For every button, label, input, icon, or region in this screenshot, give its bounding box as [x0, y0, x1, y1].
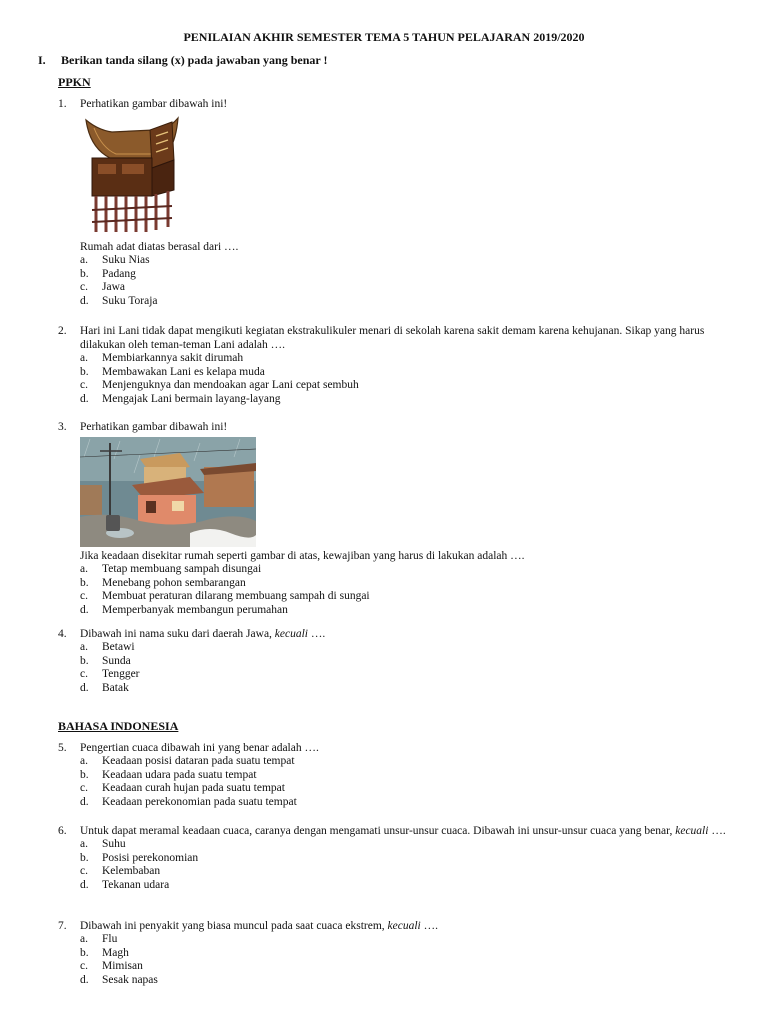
question-number: 1.: [58, 98, 67, 110]
toraja-house-image: [80, 114, 180, 238]
section-ppkn: PPKN: [58, 75, 91, 89]
option-c[interactable]: c. Mimisan: [80, 960, 143, 973]
question-number: 4.: [58, 628, 67, 640]
question-number: 3.: [58, 421, 67, 433]
question-text: Hari ini Lani tidak dapat mengikuti kegiatan ekstrakulikuler menari di sekolah karena sakit demam karena kehujanan. Sikap yang harus dilakukan oleh teman-teman Lani adalah ….: [80, 325, 705, 351]
flood-village-image: [80, 437, 256, 547]
option-c[interactable]: c. Tengger: [80, 668, 140, 681]
option-a[interactable]: a. Suku Nias: [80, 254, 150, 266]
question-number: 5.: [58, 742, 67, 754]
options-list: [80, 563, 738, 618]
instruction-text: Berikan tanda silang (x) pada jawaban yang benar !: [61, 53, 328, 67]
option-c[interactable]: c. Menjenguknya dan mendoakan agar Lani cepat sembuh: [80, 379, 359, 392]
option-b[interactable]: b. Magh: [80, 946, 129, 959]
question-followup: Rumah adat diatas berasal dari ….: [80, 241, 239, 253]
option-b[interactable]: b. Padang: [80, 267, 136, 280]
option-c[interactable]: c. Jawa: [80, 281, 125, 294]
option-a[interactable]: a. Membiarkannya sakit dirumah: [80, 352, 244, 364]
option-a[interactable]: a. Tetap membuang sampah disungai: [80, 563, 262, 575]
question-5: [58, 741, 738, 810]
option-b[interactable]: b. Menebang pohon sembarangan: [80, 576, 246, 589]
question-text: Pengertian cuaca dibawah ini yang benar adalah ….: [80, 742, 319, 754]
options-list: [80, 933, 738, 988]
question-2: [58, 324, 738, 407]
option-a[interactable]: a. Betawi: [80, 641, 135, 653]
option-d[interactable]: d. Batak: [80, 682, 129, 695]
option-d[interactable]: d. Sesak napas: [80, 974, 158, 987]
options-list: [80, 352, 738, 407]
question-number: 7.: [58, 920, 67, 932]
option-a[interactable]: a. Flu: [80, 933, 118, 945]
option-d[interactable]: d. Memperbanyak membangun perumahan: [80, 604, 288, 617]
options-list: [80, 254, 738, 309]
question-3: [58, 420, 738, 618]
option-c[interactable]: c. Kelembaban: [80, 865, 161, 878]
section-bahasa-indonesia: BAHASA INDONESIA: [58, 719, 179, 733]
option-b[interactable]: b. Sunda: [80, 654, 131, 667]
question-followup: Jika keadaan disekitar rumah seperti gambar di atas, kewajiban yang harus di lakukan adalah ….: [80, 550, 525, 562]
question-4: [58, 627, 738, 696]
options-list: [80, 641, 738, 696]
option-b[interactable]: b. Membawakan Lani es kelapa muda: [80, 365, 265, 378]
option-d[interactable]: d. Tekanan udara: [80, 879, 170, 892]
option-c[interactable]: c. Membuat peraturan dilarang membuang sampah di sungai: [80, 590, 370, 603]
instruction: [38, 53, 328, 68]
question-number: 2.: [58, 325, 67, 337]
option-c[interactable]: c. Keadaan curah hujan pada suatu tempat: [80, 782, 285, 795]
question-7: [58, 919, 738, 988]
question-6: [58, 824, 738, 893]
question-text: Perhatikan gambar dibawah ini!: [80, 98, 228, 110]
option-d[interactable]: d. Keadaan perekonomian pada suatu tempat: [80, 796, 297, 809]
options-list: [80, 838, 738, 893]
instruction-number: I.: [38, 53, 46, 67]
option-b[interactable]: b. Posisi perekonomian: [80, 851, 199, 864]
question-number: 6.: [58, 825, 67, 837]
question-text: Untuk dapat meramal keadaan cuaca, caranya dengan mengamati unsur-unsur cuaca. Dibawah ini unsur-unsur cuaca yang benar, kecuali ….: [80, 825, 726, 837]
page-title: PENILAIAN AKHIR SEMESTER TEMA 5 TAHUN PELAJARAN 2019/2020: [183, 30, 585, 44]
option-a[interactable]: a. Suhu: [80, 838, 126, 850]
question-1: [58, 97, 738, 309]
options-list: [80, 755, 738, 810]
question-text: Perhatikan gambar dibawah ini!: [80, 421, 228, 433]
question-text: Dibawah ini penyakit yang biasa muncul pada saat cuaca ekstrem, kecuali ….: [80, 920, 438, 932]
option-d[interactable]: d. Mengajak Lani bermain layang-layang: [80, 393, 281, 406]
option-b[interactable]: b. Keadaan udara pada suatu tempat: [80, 768, 257, 781]
question-text: Dibawah ini nama suku dari daerah Jawa, kecuali ….: [80, 628, 326, 640]
option-d[interactable]: d. Suku Toraja: [80, 295, 158, 308]
option-a[interactable]: a. Keadaan posisi dataran pada suatu tempat: [80, 755, 295, 767]
